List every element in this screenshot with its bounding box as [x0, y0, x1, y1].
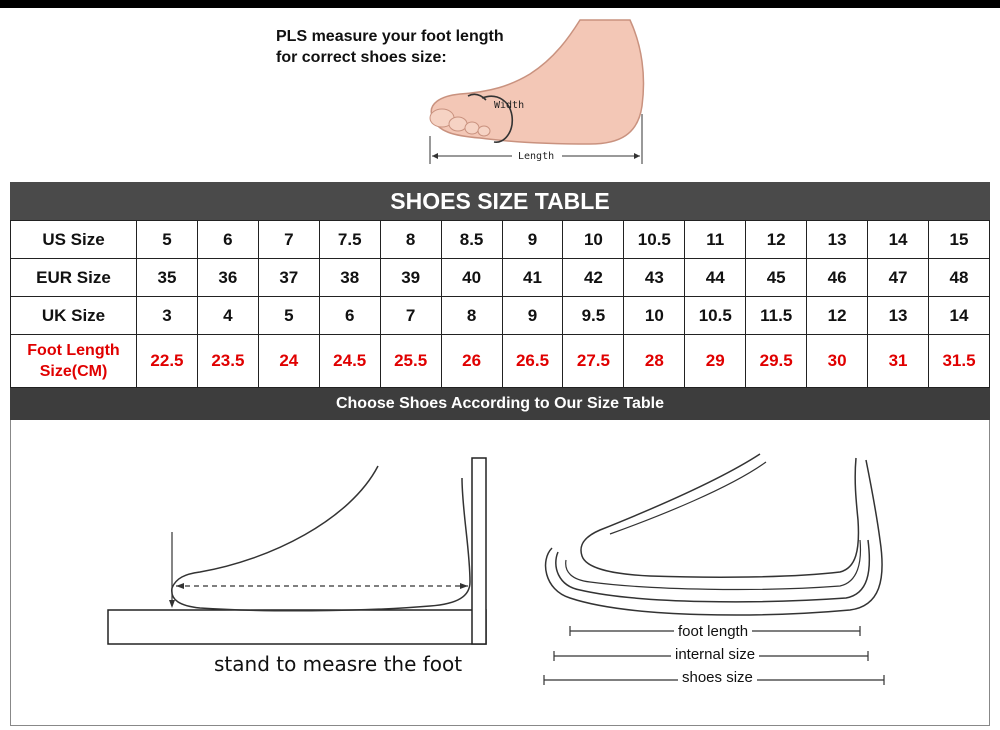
- table-cell: 26: [441, 335, 502, 388]
- table-cell: 13: [807, 221, 868, 259]
- table-cell: 28: [624, 335, 685, 388]
- table-cell: 29: [685, 335, 746, 388]
- table-cell: 6: [319, 297, 380, 335]
- table-cell: 29.5: [746, 335, 807, 388]
- table-cell: 8.5: [441, 221, 502, 259]
- table-cell: 10: [563, 221, 624, 259]
- row-label-us: US Size: [11, 221, 137, 259]
- table-cell: 11: [685, 221, 746, 259]
- row-label-line-2: Size(CM): [39, 363, 108, 381]
- top-border: [0, 0, 1000, 8]
- table-cell: 42: [563, 259, 624, 297]
- table-cell: 23.5: [197, 335, 258, 388]
- table-cell: 41: [502, 259, 563, 297]
- table-cell: 4: [197, 297, 258, 335]
- table-cell: 31: [868, 335, 929, 388]
- table-cell: 36: [197, 259, 258, 297]
- table-cell: 35: [137, 259, 198, 297]
- table-cell: 14: [928, 297, 989, 335]
- row-label-uk: UK Size: [11, 297, 137, 335]
- table-cell: 7: [258, 221, 319, 259]
- table-cell: 43: [624, 259, 685, 297]
- table-cell: 9: [502, 221, 563, 259]
- row-label-eur: EUR Size: [11, 259, 137, 297]
- table-cell: 10.5: [624, 221, 685, 259]
- table-cell: 22.5: [137, 335, 198, 388]
- table-cell: 39: [380, 259, 441, 297]
- table-cell: 38: [319, 259, 380, 297]
- table-cell: 12: [807, 297, 868, 335]
- table-cell: 48: [928, 259, 989, 297]
- table-row-uk: [11, 297, 990, 335]
- foot-length-label: foot length: [674, 623, 752, 640]
- table-cell: 15: [928, 221, 989, 259]
- table-row-us: [11, 221, 990, 259]
- table-cell: 8: [441, 297, 502, 335]
- table-cell: 5: [137, 221, 198, 259]
- table-row-eur: [11, 259, 990, 297]
- width-label: Width: [494, 100, 525, 111]
- table-cell: 40: [441, 259, 502, 297]
- table-cell: 13: [868, 297, 929, 335]
- table-cell: 9: [502, 297, 563, 335]
- table-cell: 7: [380, 297, 441, 335]
- table-cell: 24.5: [319, 335, 380, 388]
- table-row-foot-length: [11, 335, 990, 388]
- table-cell: 44: [685, 259, 746, 297]
- table-cell: 46: [807, 259, 868, 297]
- foot-illustration: [420, 16, 660, 172]
- instruction-line-1: PLS measure your foot length: [276, 28, 504, 45]
- shoe-size-table: [10, 220, 990, 388]
- table-cell: 45: [746, 259, 807, 297]
- stand-caption: stand to measre the foot: [214, 652, 463, 676]
- length-label: Length: [518, 151, 555, 162]
- table-cell: 25.5: [380, 335, 441, 388]
- table-cell: 9.5: [563, 297, 624, 335]
- table-cell: 12: [746, 221, 807, 259]
- instruction-line-2: for correct shoes size:: [276, 49, 447, 66]
- stand-foot-diagram: [100, 450, 500, 650]
- table-cell: 31.5: [928, 335, 989, 388]
- table-cell: 3: [137, 297, 198, 335]
- table-cell: 10: [624, 297, 685, 335]
- internal-size-label: internal size: [671, 646, 759, 663]
- row-label-foot-length: [11, 335, 137, 388]
- row-label-line-1: Foot Length: [27, 342, 120, 360]
- table-cell: 14: [868, 221, 929, 259]
- table-cell: 37: [258, 259, 319, 297]
- table-cell: 10.5: [685, 297, 746, 335]
- table-cell: 47: [868, 259, 929, 297]
- table-cell: 30: [807, 335, 868, 388]
- table-cell: 8: [380, 221, 441, 259]
- size-table-subtitle: Choose Shoes According to Our Size Table: [10, 388, 990, 420]
- table-cell: 27.5: [563, 335, 624, 388]
- table-title: SHOES SIZE TABLE: [10, 182, 990, 220]
- shoes-size-label: shoes size: [678, 669, 757, 686]
- table-cell: 6: [197, 221, 258, 259]
- table-cell: 7.5: [319, 221, 380, 259]
- table-cell: 5: [258, 297, 319, 335]
- table-cell: 24: [258, 335, 319, 388]
- table-cell: 26.5: [502, 335, 563, 388]
- table-cell: 11.5: [746, 297, 807, 335]
